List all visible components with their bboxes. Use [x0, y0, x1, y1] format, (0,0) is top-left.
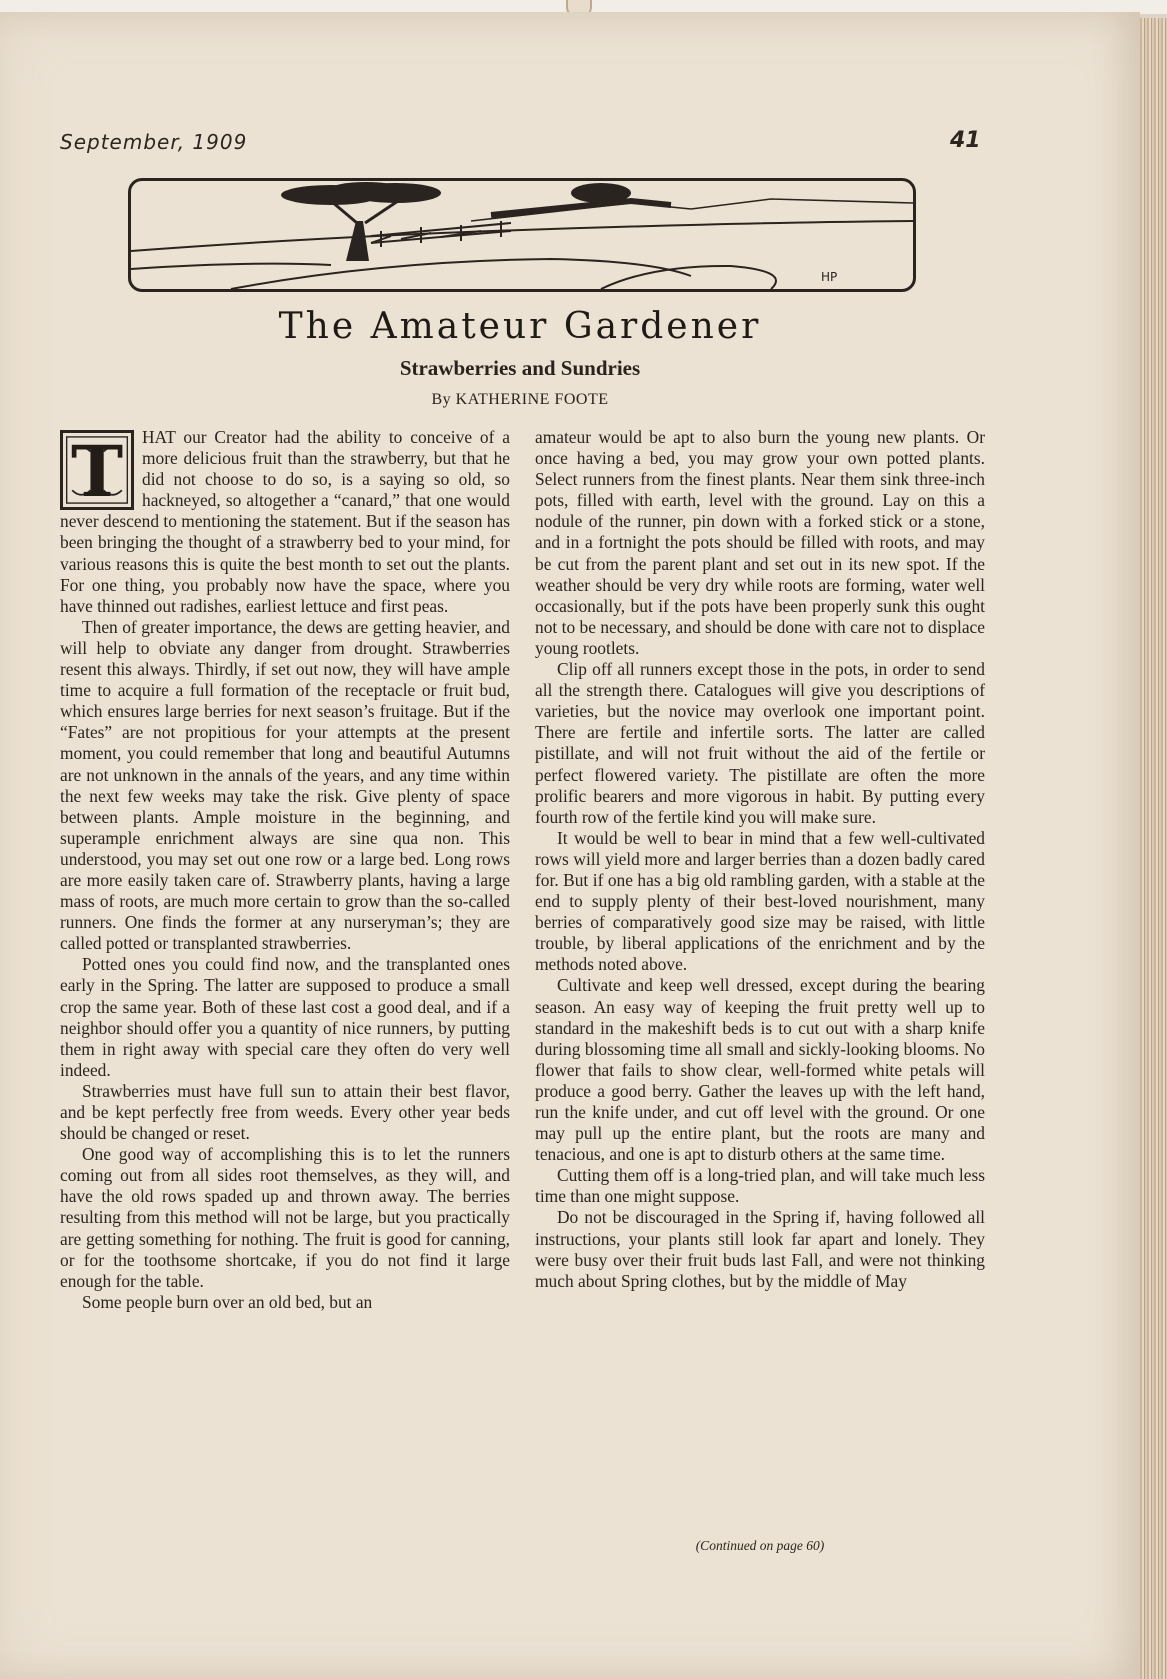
dropcap-ornament: [60, 430, 134, 513]
paragraph: Clip off all runners except those in the pots, in order to send all the strength there. Catalogues will give you descriptions of varieties, but the novice may overlook one important point. There are fertile and infertile sorts. The latter are called pistillate, and will not fruit without the aid of the fertile or perfect flowered variety. The pistillate are often the more prolific bearers and more vigorous in habit. By putting every fourth row of the fertile kind you will make sure.: [535, 659, 985, 827]
paragraph: HAT our Creator had the ability to conceive of a more delicious fruit than the strawberry, but that he did not choose to do so, is a saying so old, so hackneyed, so altogether a “canard,” that one would never descend to mentioning the statement. But if the season has been bringing the thought of a strawberry bed to your mind, for various reasons this is quite the best month to set out the plants. For one thing, you probably now have the space, where you have thinned out radishes, earliest lettuce and first peas.: [60, 427, 510, 616]
paragraph: Potted ones you could find now, and the transplanted ones early in the Spring. The latter are supposed to produce a small crop the same year. Both of these last cost a good deal, and if a neighbor should offer you a quantity of nice runners, by putting them in right away with special care they often do very well indeed.: [60, 954, 510, 1080]
paragraph: Cultivate and keep well dressed, except during the bearing season. An easy way of keeping the fruit pretty well up to standard in the makeshift beds is to cut out with a sharp knife during blossoming time all small and sickly-looking blooms. No flower that fails to show clear, well-formed white petals will produce a good berry. Gather the leaves up with the left hand, run the knife under, and cut off level with the ground. Or one may pull up the entire plant, but the roots are many and tenacious, and one is apt to disturb others at the same time.: [535, 975, 985, 1165]
continued-note: (Continued on page 60): [695, 1538, 825, 1553]
article-title: The Amateur Gardener: [278, 306, 762, 347]
article-subtitle: Strawberries and Sundries: [399, 356, 641, 380]
paragraph: amateur would be apt to also burn the young new plants. Or once having a bed, you may grow your own potted plants. Select runners from the finest plants. Near them sink three-inch pots, filled with earth, level with the ground. Lay on this a nodule of the runner, pin down with a forked stick or a stone, and in a fortnight the pots should be filled with roots, and may be cut from the parent plant and set out in its new spot. If the weather should be very dry while roots are forming, water well occasionally, but if the pots have been properly sunk this ought not to be necessary, and should be done with care not to displace young rootlets.: [535, 427, 985, 658]
landscape-illustration-icon: [128, 178, 916, 292]
page-number: 41: [950, 128, 981, 153]
article-byline: By KATHERINE FOOTE: [431, 391, 609, 408]
right-column: [535, 427, 985, 1292]
paragraph: Then of greater importance, the dews are getting heavier, and will help to obviate any danger from drought. Strawberries resent this always. Thirdly, if set out now, they will have ample time to acquire a full formation of the receptacle or fruit bud, which ensures large berries for next season’s fruitage. But if the “Fates” are not propitious for your attempts at the present moment, you could remember that long and beautiful Autumns are not unknown in the annals of the years, and any time within the next few weeks may take the risk. Give plenty of space between plants. Ample moisture in the beginning, and superample enrichment always are sine qua non. This understood, you may set out one row or a large bed. Long rows are more easily taken care of. Strawberry plants, having a large mass of roots, are much more certain to grow than the so-called runners. One finds the former at any nurseryman’s; they are called potted or transplanted strawberries.: [60, 616, 510, 954]
paragraph: Cutting them off is a long-tried plan, and will take much less time than one might suppose.: [535, 1165, 985, 1207]
paragraph: One good way of accomplishing this is to let the runners coming out from all sides root themselves, as they will, and have the old rows spaded up and thrown away. The berries resulting from this method will not be large, but you practically are getting something for nothing. The fruit is good for canning, or for the toothsome shortcake, if you do not find it large enough for the table.: [60, 1144, 510, 1291]
paragraph: Some people burn over an old bed, but an: [82, 1291, 373, 1312]
artist-monogram: HP: [821, 270, 838, 284]
paragraph: It would be well to bear in mind that a few well-cultivated rows will yield more and larger berries than a dozen badly cared for. But if one has a big old rambling garden, with a stable at the end to supply plenty of their best-loved nourishment, many berries of comparatively good size may be raised, with little trouble, by liberal applications of the enrichment and by the methods noted above.: [535, 827, 985, 975]
left-column: [60, 427, 510, 1313]
running-header-date: September, 1909: [60, 130, 248, 154]
page-edge: [1140, 18, 1167, 1679]
dropcap-letter: T: [70, 430, 124, 513]
paragraph: Strawberries must have full sun to attain their best flavor, and be kept perfectly free from weeds. Every other year beds should be changed or reset.: [60, 1080, 510, 1144]
paragraph: Do not be discouraged in the Spring if, having followed all instructions, your plants still look far apart and lonely. They were busy over their fruit buds last Fall, and were not thinking much about Spring clothes, but by the middle of May: [535, 1207, 985, 1291]
